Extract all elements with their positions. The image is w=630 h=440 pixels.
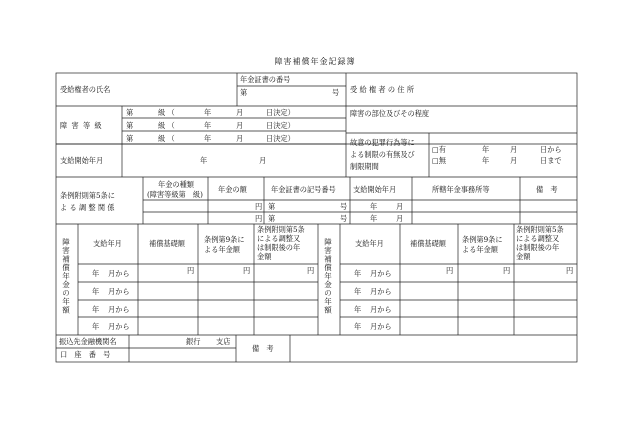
record-right-row-1-nen: 年 (354, 269, 362, 278)
crime-to-label: 日まで (540, 156, 562, 165)
record-left-header-adj-1: 条例附則第5条 (257, 225, 305, 234)
account-number-label: 口 座 番 号 (60, 350, 111, 359)
adjust-label-1: 条例附則第5条に (60, 191, 115, 200)
record-left-header-adj-4: 金額 (257, 252, 272, 261)
crime-line-2: よる制限の有無及び (350, 150, 415, 159)
record-left-header-start: 支給年月 (93, 239, 122, 248)
adjust-header-amount: 年金の額 (218, 185, 247, 194)
record-left-row-3-kara: 月から (108, 305, 130, 314)
record-left-row-4-kara: 月から (108, 322, 130, 331)
cert-number-label: 年金証書の番号 (240, 75, 291, 84)
adjust-row-1-gatsu: 月 (396, 202, 404, 211)
crime-line-3: 制限期間 (350, 162, 379, 171)
adjust-label-2: よ る 調 整 関 係 (60, 203, 115, 212)
record-left-row-2-kara: 月から (108, 287, 130, 296)
payment-start-nen: 年 (200, 156, 208, 165)
crime-line-1: 故意の犯罪行為等に (350, 138, 415, 147)
bank-label: 振込先金融機関名 (59, 337, 117, 346)
page-title: 障害補償年金記録簿 (274, 57, 356, 66)
record-right-row-1-yen-base: 円 (446, 266, 454, 275)
grade-line-2-gatsu: 月 (236, 121, 244, 130)
part-label: 障害の部位及びその程度 (350, 109, 430, 118)
grade-line-2-nen: 年 (204, 121, 212, 130)
crime-from-gatsu: 月 (510, 145, 518, 154)
record-right-row-1-yen-art9: 円 (503, 266, 511, 275)
cert-gou: 号 (332, 88, 340, 97)
record-right-row-3-nen: 年 (354, 305, 362, 314)
record-left-header-adj-3: は制限後の年 (257, 243, 301, 252)
grade-line-1-ketei: 日決定） (266, 108, 295, 117)
bank-ginko: 銀行 (186, 337, 201, 346)
nashi-checkbox[interactable]: □無 (432, 156, 446, 165)
adjust-row-1-gou: 号 (340, 202, 348, 211)
record-left-row-3-nen: 年 (92, 305, 100, 314)
record-right-row-2-nen: 年 (354, 287, 362, 296)
grade-line-3-ketei: 日決定） (266, 134, 295, 143)
crime-to-nen: 年 (482, 156, 490, 165)
recipient-address-label: 受 給 権 者 の 住 所 (350, 85, 415, 94)
grade-line-1-gatsu: 月 (236, 108, 244, 117)
record-left-header-base: 補償基礎額 (149, 239, 185, 248)
bank-note-label: 備 考 (252, 344, 274, 353)
record-right-header-adj-2: による調整又 (516, 234, 560, 243)
crime-from-nen: 年 (482, 145, 490, 154)
cert-dai: 第 (240, 88, 248, 97)
adjust-row-2-gou: 号 (340, 214, 348, 223)
grade-line-2-kyu: 級 （ (158, 121, 175, 130)
record-right-header-adj-3: は制限後の年 (516, 243, 560, 252)
grade-line-3-kyu: 級 （ (158, 134, 175, 143)
payment-start-gatsu: 月 (259, 156, 267, 165)
grade-line-3-nen: 年 (204, 134, 212, 143)
record-right-header-art9-2: よる年金額 (462, 245, 498, 254)
record-vertical-label-right: 障害補償年金の年額 (323, 238, 333, 315)
adjust-row-1-dai: 第 (268, 202, 276, 211)
record-left-header-art9-2: よる年金額 (204, 245, 240, 254)
record-vertical-label-left: 障害補償年金の年額 (61, 238, 71, 315)
adjust-header-cert: 年金証書の記号番号 (271, 185, 336, 194)
grade-line-2-ketei: 日決定） (266, 121, 295, 130)
adjust-header-note: 備 考 (536, 185, 558, 194)
record-right-row-2-kara: 月から (370, 287, 392, 296)
record-right-header-art9-1: 条例第9条に (462, 235, 503, 244)
adjust-row-1-nen: 年 (370, 202, 378, 211)
crime-to-gatsu: 月 (510, 156, 518, 165)
record-left-row-1-yen-art9: 円 (243, 266, 251, 275)
adjust-row-2-gatsu: 月 (396, 214, 404, 223)
record-right-row-4-nen: 年 (354, 322, 362, 331)
record-left-row-1-yen-adj: 円 (307, 266, 315, 275)
grade-line-1-dai: 第 (126, 108, 134, 117)
bank-shiten: 支店 (216, 337, 231, 346)
record-left-row-1-kara: 月から (108, 269, 130, 278)
adjust-row-2-dai: 第 (268, 214, 276, 223)
grade-line-3-gatsu: 月 (236, 134, 244, 143)
crime-from-label: 日から (540, 145, 562, 154)
record-left-header-art9-1: 条例第9条に (204, 235, 245, 244)
adjust-header-type-1: 年金の種類 (158, 180, 194, 189)
record-right-row-1-yen-adj: 円 (566, 266, 574, 275)
ari-checkbox[interactable]: □有 (432, 145, 446, 154)
grade-label: 障 害 等 級 (60, 121, 103, 130)
record-left-row-4-nen: 年 (92, 322, 100, 331)
recipient-name-label: 受給権者の氏名 (60, 85, 111, 94)
record-right-row-4-kara: 月から (370, 322, 392, 331)
record-left-row-1-yen-base: 円 (187, 266, 195, 275)
grade-line-1-kyu: 級 （ (158, 108, 175, 117)
grade-line-2-dai: 第 (126, 121, 134, 130)
grade-line-1-nen: 年 (204, 108, 212, 117)
adjust-header-start: 支給開始年月 (353, 185, 397, 194)
adjust-row-2-yen: 円 (255, 214, 263, 223)
record-left-row-2-nen: 年 (92, 287, 100, 296)
adjust-header-office: 所轄年金事務所等 (432, 185, 490, 194)
record-right-row-1-kara: 月から (370, 269, 392, 278)
grade-line-3-dai: 第 (126, 134, 134, 143)
adjust-header-type-2: (障害等級第 級) (147, 190, 203, 199)
payment-start-label: 支給開始年月 (60, 156, 104, 165)
record-right-row-3-kara: 月から (370, 305, 392, 314)
record-left-header-adj-2: による調整又 (257, 234, 301, 243)
record-right-header-adj-4: 金額 (516, 252, 531, 261)
record-right-header-base: 補償基礎額 (410, 239, 446, 248)
adjust-row-2-nen: 年 (370, 214, 378, 223)
record-right-header-adj-1: 条例附則第5条 (516, 225, 564, 234)
adjust-row-1-yen: 円 (255, 202, 263, 211)
record-right-header-start: 支給年月 (355, 239, 384, 248)
record-left-row-1-nen: 年 (92, 269, 100, 278)
